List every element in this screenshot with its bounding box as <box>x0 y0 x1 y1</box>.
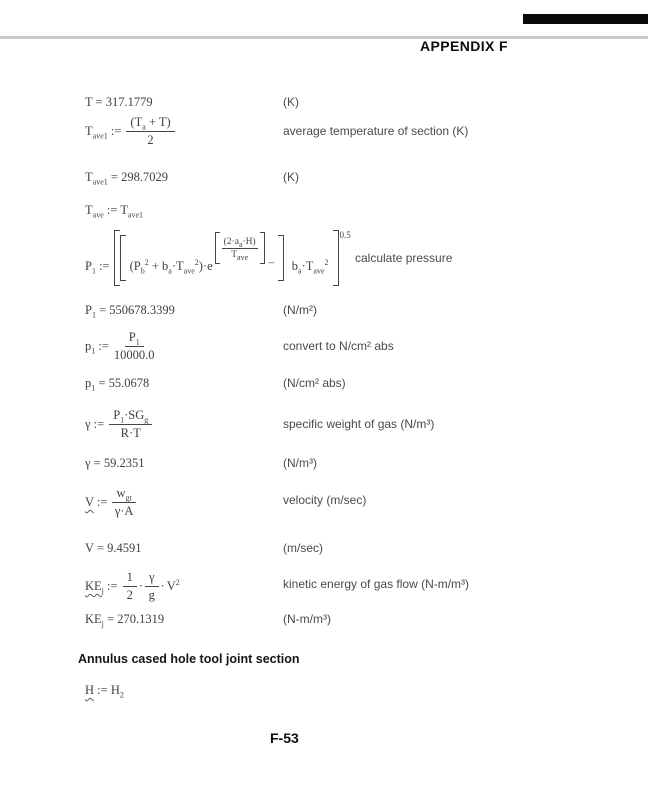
math-term-subtracted: $b_a\cdot T_{ave}^2$ <box>291 257 329 276</box>
math-value: 59.2351 <box>103 456 145 470</box>
math-var: $KE_j$ := <box>85 579 118 596</box>
math-operator: := <box>106 203 118 217</box>
formula-tave1-eval <box>85 170 168 185</box>
bracket-left-exponent <box>215 232 220 264</box>
math-operator: = <box>98 376 106 390</box>
math-value: 9.4591 <box>107 541 142 555</box>
math-fraction <box>109 408 152 441</box>
formula-p1conv-eval <box>85 376 149 391</box>
fraction-numerator: $P_1\cdot SG_g$ <box>109 408 152 425</box>
redefined-var: H <box>85 683 95 697</box>
fraction-numerator: $P_1$ <box>125 330 144 347</box>
math-fraction <box>112 486 135 519</box>
fraction-numerator: γ <box>145 570 159 587</box>
formula-tave-def <box>85 203 143 218</box>
redefined-var: $KE_j$ <box>85 579 104 596</box>
fraction-numerator: $(T_a + T)$ <box>126 115 174 132</box>
math-value: 298.7029 <box>121 170 168 184</box>
math-var: $P_1$ := <box>85 259 110 276</box>
math-operator: = <box>96 541 104 555</box>
math-var: γ <box>85 456 91 470</box>
math-var: $H_2$ <box>110 683 124 700</box>
multiply-dot: · <box>160 579 165 593</box>
annotation: calculate pressure <box>355 251 453 265</box>
math-fraction <box>114 330 155 363</box>
unit-label: (N-m/m³) <box>283 612 331 626</box>
unit-label: (N/m³) <box>283 456 317 470</box>
math-operator: = <box>99 303 107 317</box>
math-var: V <box>85 541 94 555</box>
bracket-right-exponent <box>260 232 265 264</box>
exponent-fraction <box>222 237 258 260</box>
exponent-block <box>215 232 265 264</box>
formula-gamma-eval <box>85 456 144 471</box>
unit-label: (N/cm² abs) <box>283 376 346 390</box>
fraction-denominator: 2 <box>126 588 133 602</box>
annotation: velocity (m/sec) <box>283 493 367 507</box>
math-var: $T_{ave1}$ <box>120 203 144 220</box>
appendix-title: APPENDIX F <box>420 38 509 54</box>
math-var: $p_1$ <box>85 376 96 393</box>
math-var: γ := <box>85 417 105 431</box>
formula-tave1-def <box>85 115 175 148</box>
fraction-denominator: 10000.0 <box>113 348 155 362</box>
math-term-base: $(P_b^2 + b_a\cdot T_{ave}^2)\cdot e$ <box>129 257 213 276</box>
math-var: V := <box>85 495 108 509</box>
unit-label: (m/sec) <box>283 541 323 555</box>
math-value: 550678.3399 <box>109 303 175 317</box>
formula-p1-eval <box>85 303 175 318</box>
math-value: 55.0678 <box>108 376 150 390</box>
annotation: convert to N/cm² abs <box>283 339 394 353</box>
formula-v-def <box>85 486 136 519</box>
math-var: $T_{ave1}$ <box>85 170 108 187</box>
fraction-denominator: g <box>148 588 155 602</box>
formula-v-eval <box>85 541 142 556</box>
unit-label: (K) <box>283 170 299 184</box>
header-rule <box>0 36 648 39</box>
fraction-numerator: 1 <box>123 570 137 587</box>
fraction-numerator: $w_{gt}$ <box>112 486 135 503</box>
annotation: average temperature of section (K) <box>283 124 469 138</box>
math-operator: = <box>110 170 118 184</box>
formula-p1-def <box>85 230 351 286</box>
minus-sign: − <box>267 255 275 270</box>
unit-label: (K) <box>283 95 299 109</box>
math-operator: := <box>97 683 108 697</box>
fraction-denominator: 2 <box>147 133 154 147</box>
fraction-denominator: γ·A <box>114 504 134 518</box>
math-var: $p_1$ := <box>85 339 109 356</box>
formula-ke-eval <box>85 612 164 627</box>
math-value: 317.1779 <box>105 95 153 109</box>
fraction-denominator: R·T <box>120 426 141 440</box>
math-fraction <box>123 570 137 603</box>
math-operator: = <box>93 456 101 470</box>
fraction-denominator: $T_{ave}$ <box>231 249 249 262</box>
math-var: $P_1$ <box>85 303 96 320</box>
formula-p1conv-def <box>85 330 155 363</box>
math-fraction <box>126 115 174 148</box>
formula-gamma-def <box>85 408 152 441</box>
formula-ke-def <box>85 570 180 603</box>
outer-exponent: 0.5 <box>339 230 351 240</box>
unit-label: (N/m²) <box>283 303 317 317</box>
annotation: specific weight of gas (N/m³) <box>283 417 435 431</box>
section-heading: Annulus cased hole tool joint section <box>78 652 300 666</box>
corner-black-bar <box>523 14 648 24</box>
math-term: $V^2$ <box>166 577 180 593</box>
page-number: F-53 <box>270 730 299 746</box>
formula-h-def <box>85 683 124 698</box>
formula-t-eval <box>85 95 153 110</box>
math-operator: = <box>107 612 115 626</box>
math-var: $KE_j$ <box>85 612 104 629</box>
multiply-dot: · <box>138 579 143 593</box>
fraction-numerator: $(2\cdot a_a\cdot H)$ <box>223 236 256 249</box>
redefined-var: V <box>85 495 94 509</box>
math-var: $T_{ave1}$ := <box>85 124 122 141</box>
math-var: T <box>85 95 93 109</box>
bracket-right-outer <box>333 230 339 286</box>
annotation: kinetic energy of gas flow (N-m/m³) <box>283 577 470 591</box>
math-operator: = <box>95 95 103 109</box>
math-var: $T_{ave}$ <box>85 203 104 220</box>
math-fraction <box>145 570 159 603</box>
math-value: 270.1319 <box>117 612 165 626</box>
